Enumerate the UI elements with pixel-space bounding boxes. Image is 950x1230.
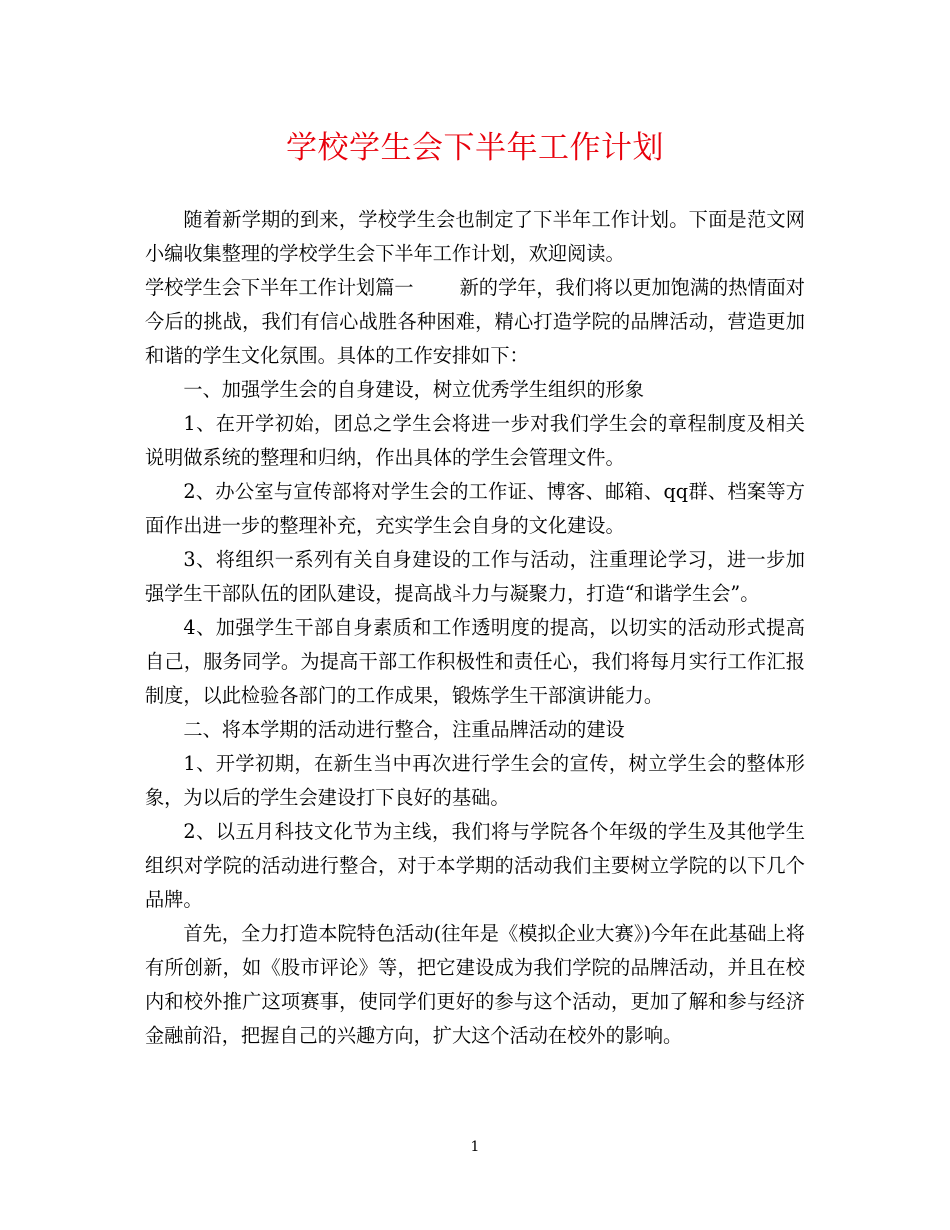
paragraph-item-2: 2、办公室与宣传部将对学生会的工作证、博客、邮箱、qq群、档案等方面作出进一步的整理补充，充实学生会自身的文化建设。 <box>145 480 805 537</box>
paragraph-item-7: 首先，全力打造本院特色活动(往年是《模拟企业大赛》)今年在此基础上将有所创新，如《股市评论》等，把它建设成为我们学院的品牌活动，并且在校内和校外推广这项赛事，使同学们更好的参与这个活动，更加了解和参与经济金融前沿，把握自己的兴趣方向，扩大这个活动在校外的影响。 <box>145 922 805 1047</box>
paragraph-item-4: 4、加强学生干部自身素质和工作透明度的提高，以切实的活动形式提高自己，服务同学。为提高干部工作积极性和责任心，我们将每月实行工作汇报制度，以此检验各部门的工作成果，锻炼学生干部演讲能力。 <box>145 616 805 707</box>
heading-one: 一、加强学生会的自身建设，树立优秀学生组织的形象 <box>183 378 644 401</box>
document-title: 学校学生会下半年工作计划 <box>286 130 664 166</box>
section-heading: 学校学生会下半年工作计划篇一 <box>145 276 414 299</box>
paragraph-item-3: 3、将组织一系列有关自身建设的工作与活动，注重理论学习，进一步加强学生干部队伍的团队建设，提高战斗力与凝聚力，打造“和谐学生会”。 <box>145 548 805 605</box>
paragraph-item-1: 1、在开学初始，团总之学生会将进一步对我们学生会的章程制度及相关说明做系统的整理和归纳，作出具体的学生会管理文件。 <box>145 412 805 469</box>
document-body <box>145 203 805 1053</box>
intro-paragraph: 随着新学期的到来，学校学生会也制定了下半年工作计划。下面是范文网小编收集整理的学校学生会下半年工作计划，欢迎阅读。 <box>145 208 805 265</box>
heading-two: 二、将本学期的活动进行整合，注重品牌活动的建设 <box>183 718 625 741</box>
section-intro-text: 新的学年，我们将以更加饱满的热情面对今后的挑战，我们有信心战胜各种困难，精心打造学院的品牌活动，营造更加和谐的学生文化氛围。具体的工作安排如下： <box>145 276 805 367</box>
page-number: 1 <box>470 1139 480 1155</box>
paragraph-item-6: 2、以五月科技文化节为主线，我们将与学院各个年级的学生及其他学生组织对学院的活动进行整合，对于本学期的活动我们主要树立学院的以下几个品牌。 <box>145 820 805 911</box>
section-paragraph <box>145 271 805 373</box>
paragraph-item-5: 1、开学初期，在新生当中再次进行学生会的宣传，树立学生会的整体形象，为以后的学生会建设打下良好的基础。 <box>145 752 805 809</box>
